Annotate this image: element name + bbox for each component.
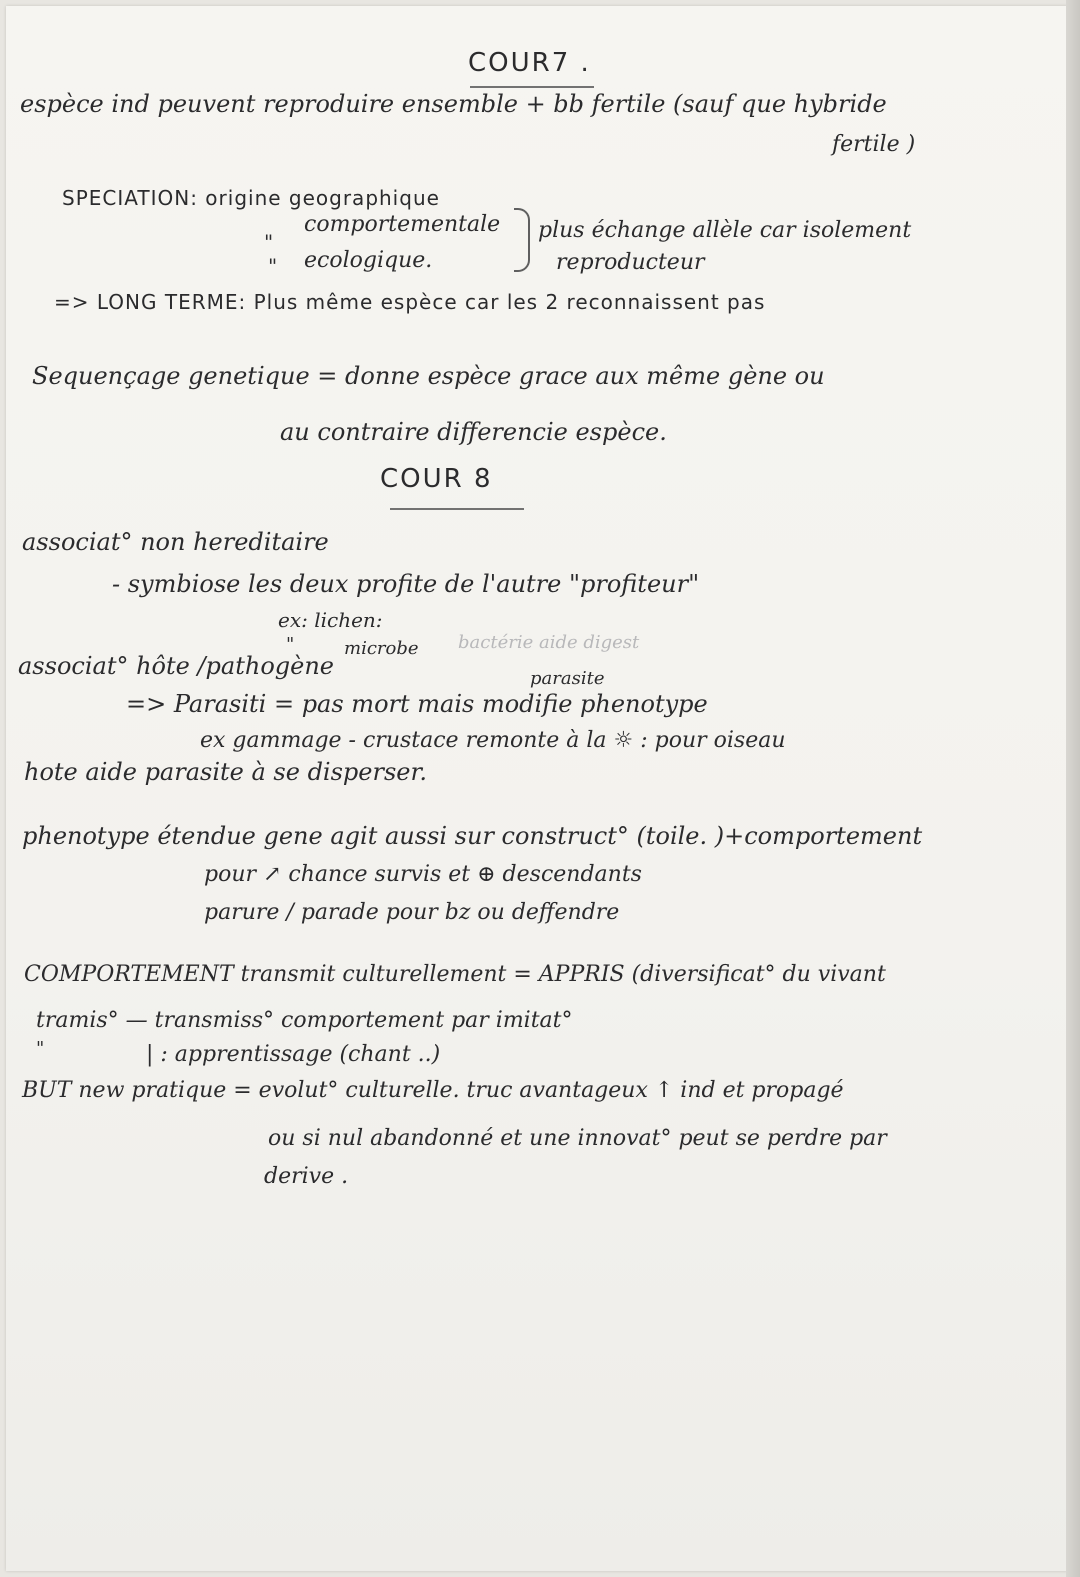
parasite-insert: parasite <box>530 668 605 689</box>
cour8-title-underline <box>390 508 524 510</box>
speciation-label: SPECIATION: origine geographique <box>62 186 440 210</box>
ditto-mark-1: " <box>264 230 274 254</box>
notebook-page <box>6 6 1068 1571</box>
derive-line: derive . <box>264 1164 349 1189</box>
speciation-brace <box>514 208 530 272</box>
assoc-non-hereditaire: associat° non hereditaire <box>22 528 329 556</box>
sequencage-line1: Sequençage genetique = donne espèce grace aux même gène ou <box>32 362 825 390</box>
brace-note-2: reproducteur <box>556 250 705 275</box>
parasitisme-line: => Parasiti = pas mort mais modifie phenotype <box>126 690 708 718</box>
ditto-mark-microbe: " <box>286 634 295 655</box>
comportement-line: COMPORTEMENT transmit culturellement = APPRIS (diversificat° du vivant <box>24 962 886 987</box>
assoc-hote-pathogene: associat° hôte /pathogène <box>18 652 335 680</box>
speciation-ecologique: ecologique. <box>304 248 433 273</box>
symbiose-line: - symbiose les deux profite de l'autre "profiteur" <box>112 570 700 598</box>
cour7-line1b: fertile ) <box>832 132 916 157</box>
cour7-title: COUR7 . <box>468 48 591 78</box>
phenotype-line3: parure / parade pour bz ou deffendre <box>204 900 620 925</box>
but-new-line: BUT new pratique = evolut° culturelle. truc avantageux ↑ ind et propagé <box>22 1078 844 1103</box>
example-gammare: ex gammage - crustace remonte à la ☼ : pour oiseau <box>200 728 786 753</box>
ou-si-nul-line: ou si nul abandonné et une innovat° peut se perdre par <box>268 1126 887 1151</box>
speciation-comportementale: comportementale <box>304 212 501 237</box>
sequencage-line2: au contraire differencie espèce. <box>280 418 667 446</box>
tramis-line2: | : apprentissage (chant ..) <box>146 1042 441 1067</box>
faint-note: bactérie aide digest <box>458 632 640 653</box>
tramis-ditto: " <box>36 1038 45 1059</box>
ditto-mark-2: " <box>268 254 278 278</box>
hote-aide-line: hote aide parasite à se disperser. <box>24 758 427 786</box>
microbe-note: microbe <box>344 638 419 659</box>
tramis-line1: tramis° — transmiss° comportement par imitat° <box>36 1008 573 1033</box>
long-terme-line: => LONG TERME: Plus même espèce car les 2 reconnaissent pas <box>54 290 766 314</box>
example-lichen: ex: lichen: <box>278 608 383 632</box>
brace-note-1: plus échange allèle car isolement <box>538 218 912 243</box>
phenotype-line2: pour ↗ chance survis et ⊕ descendants <box>204 862 642 887</box>
cour7-line1: espèce ind peuvent reproduire ensemble + bb fertile (sauf que hybride <box>20 90 887 118</box>
page-edge <box>1066 0 1080 1577</box>
cour7-title-underline <box>470 86 594 88</box>
phenotype-line1: phenotype étendue gene agit aussi sur construct° (toile. )+comportement <box>22 822 923 850</box>
cour8-title: COUR 8 <box>380 464 493 494</box>
